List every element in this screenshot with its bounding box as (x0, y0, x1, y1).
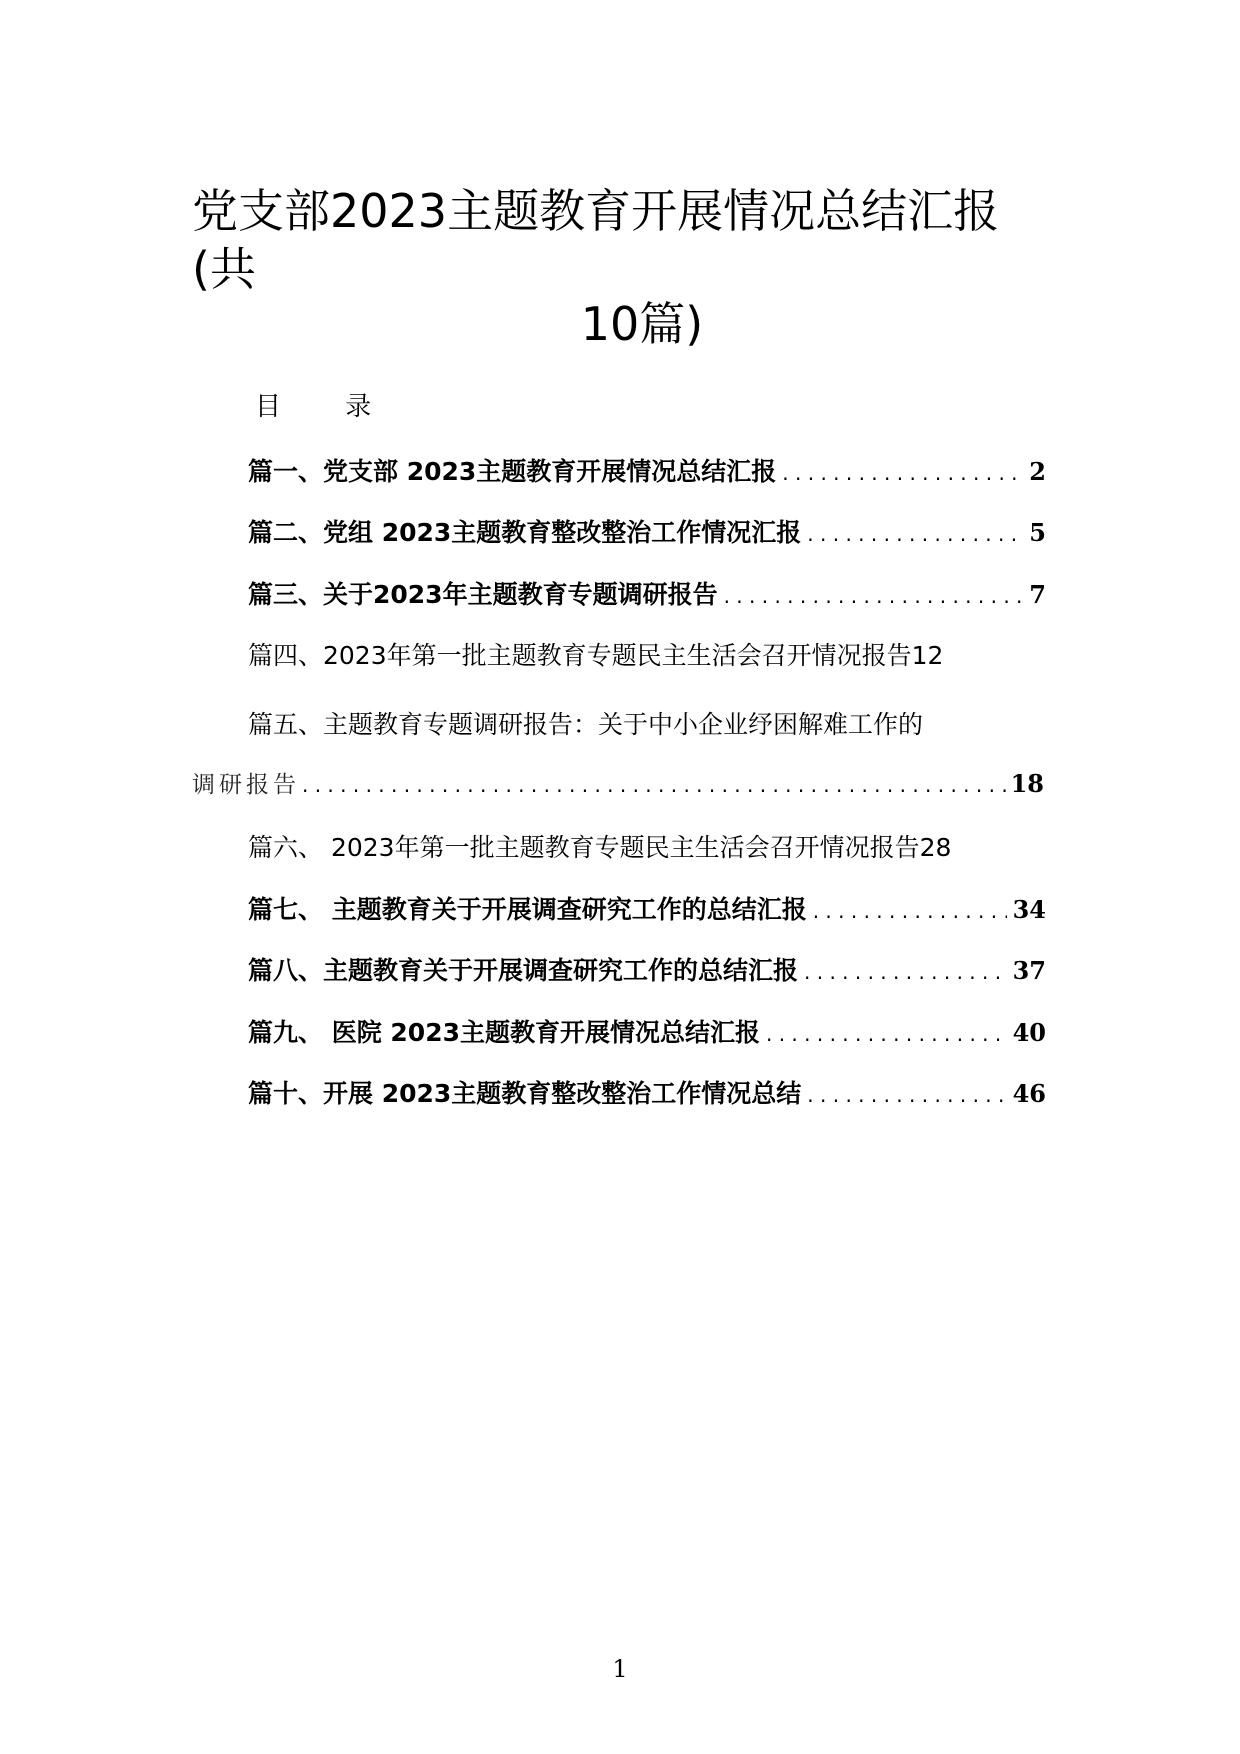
toc-entry-label: 篇七、 主题教育关于开展调查研究工作的总结汇报 (248, 895, 807, 924)
toc-entry-label: 篇一、党支部 2023主题教育开展情况总结汇报 (248, 457, 777, 486)
toc-entry-label: 调研报告 (192, 772, 300, 798)
toc-entry-label: 篇八、主题教育关于开展调查研究工作的总结汇报 (248, 956, 799, 985)
toc-entry-8[interactable] (248, 951, 1046, 987)
toc-entry-page: 7 (1029, 580, 1046, 609)
toc-entry-3[interactable] (248, 575, 1046, 611)
toc-entry-label: 篇二、党组 2023主题教育整改整治工作情况汇报 (248, 518, 802, 547)
toc-leader-dots (807, 522, 1023, 546)
toc-entry-5-line-1[interactable]: 篇五、主题教育专题调研报告：关于中小企业纾困解难工作的 (248, 710, 924, 739)
toc-entry-page: 5 (1029, 518, 1046, 547)
toc-entry-2[interactable] (248, 513, 1046, 549)
toc-entry-6[interactable] (248, 828, 1058, 864)
toc-entry-10[interactable] (248, 1074, 1046, 1110)
toc-entry-page: 34 (1012, 895, 1046, 924)
toc-leader-dots (782, 461, 1023, 485)
toc-entry-label: 篇九、 医院 2023主题教育开展情况总结汇报 (248, 1018, 760, 1047)
toc-entry-page: 28 (919, 833, 952, 862)
toc-entry-page: 12 (911, 641, 944, 670)
toc-heading: 目 录 (255, 392, 400, 422)
toc-leader-dots (724, 584, 1024, 608)
toc-leader-dots (766, 1022, 1007, 1046)
toc-entry-5-line-2[interactable] (192, 766, 1044, 799)
toc-entry-page: 40 (1012, 1018, 1046, 1047)
toc-leader-dots (813, 899, 1007, 923)
page-number: 1 (612, 1655, 628, 1683)
title-line-1: 党支部2023主题教育开展情况总结汇报(共 (192, 184, 1000, 296)
toc-entry-label: 篇六、 2023年第一批主题教育专题民主生活会召开情况报告 (248, 833, 920, 862)
toc-entry-page: 2 (1029, 457, 1046, 486)
toc-entry-label: 篇四、2023年第一批主题教育专题民主生活会召开情况报告 (248, 641, 912, 670)
toc-entry-1[interactable] (248, 452, 1046, 488)
toc-leader-dots (302, 773, 1009, 797)
toc-entry-page: 46 (1012, 1079, 1046, 1108)
title-line-2: 10篇) (580, 297, 704, 351)
toc-entry-7[interactable] (248, 890, 1046, 926)
toc-entry-label: 篇十、开展 2023主题教育整改整治工作情况总结 (248, 1079, 802, 1108)
toc-leader-dots (807, 1083, 1006, 1107)
toc-entry-page: 37 (1012, 956, 1046, 985)
toc-entry-9[interactable] (248, 1013, 1046, 1049)
toc-leader-dots (804, 960, 1007, 984)
toc-entry-page: 18 (1010, 769, 1044, 798)
toc-entry-label: 篇三、关于2023年主题教育专题调研报告 (248, 580, 718, 609)
toc-entry-4[interactable] (248, 636, 1058, 672)
